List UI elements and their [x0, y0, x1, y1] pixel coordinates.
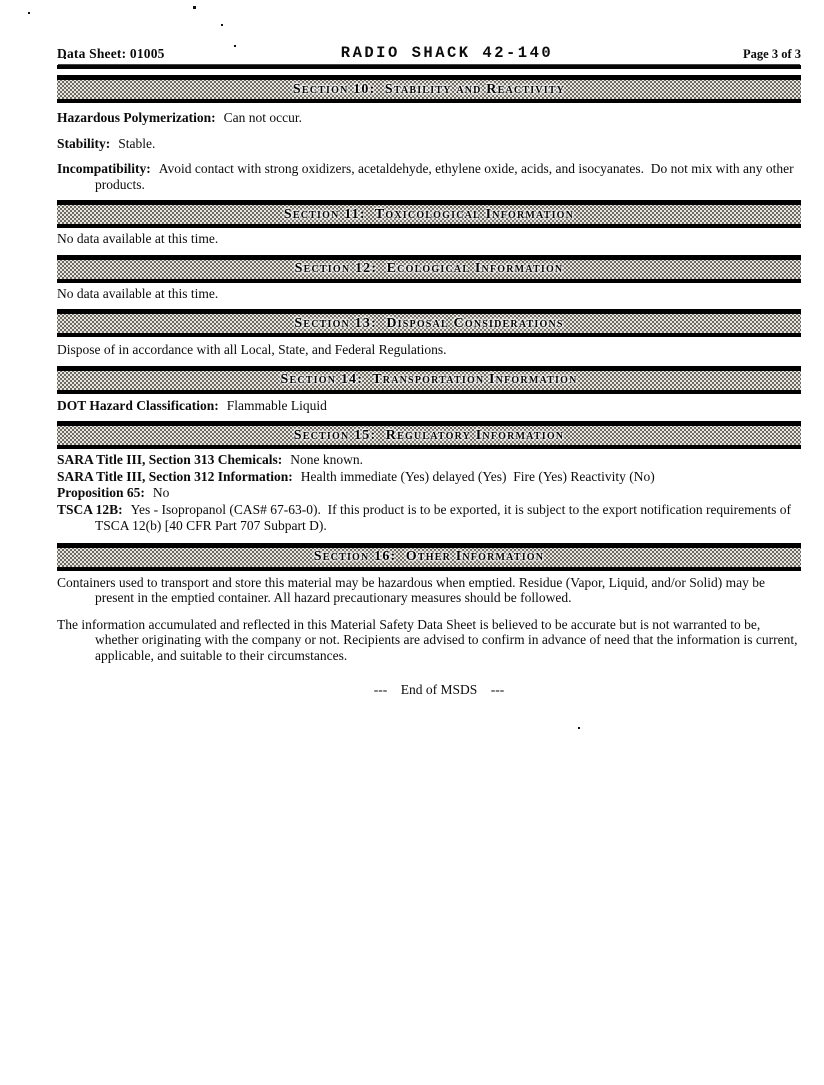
hazardous-polymerization-value: Can not occur.	[223, 110, 302, 125]
section-12-title: Section 12: Ecological Information	[294, 261, 564, 276]
data-sheet-number: Data Sheet: 01005	[57, 46, 165, 61]
section-10-banner	[57, 75, 801, 103]
disposal-body: Dispose of in accordance with all Local, State, and Federal Regulations.	[57, 342, 447, 357]
dot-hazard-label: DOT Hazard Classification:	[57, 397, 219, 413]
dot-hazard-line	[57, 398, 801, 414]
sara-313-value: None known.	[290, 452, 364, 467]
section-11-title: Section 11: Toxicological Information	[283, 206, 575, 222]
prop-65-value: No	[152, 485, 170, 500]
section-16-title: Section 16: Other Information	[313, 549, 545, 564]
scan-speck	[28, 12, 30, 14]
section-14-title: Section 14: Transportation Information	[280, 372, 578, 387]
stability-line	[57, 136, 801, 152]
sara-312-line	[57, 469, 801, 486]
hazardous-polymerization-line	[57, 110, 801, 126]
tsca-label: TSCA 12B:	[57, 501, 123, 517]
section-10-title: Section 10: Stability and Reactivity	[292, 81, 566, 97]
section-11-banner	[57, 200, 801, 228]
tsca-value: Yes - Isopropanol (CAS# 67-63-0). If this product is to be exported, it is subject to the export notification requirements of TSCA 12(b) [40 CFR Part 707 Subpart D).	[95, 501, 795, 533]
incompatibility-value: Avoid contact with strong oxidizers, acetaldehyde, ethylene oxide, acids, and isocyanates. Do not mix with any other products.	[95, 161, 797, 192]
toxicological-body: No data available at this time.	[57, 231, 219, 246]
sara-312-value: Health immediate (Yes) delayed (Yes) Fire (Yes) Reactivity (No)	[300, 468, 655, 484]
stability-label: Stability:	[57, 135, 111, 151]
prop-65-line	[57, 485, 801, 502]
sara-312-label: SARA Title III, Section 312 Information:	[57, 468, 293, 484]
ecological-body: No data available at this time.	[57, 285, 219, 301]
sara-313-line	[57, 452, 801, 469]
section-12-banner	[57, 255, 801, 283]
page-indicator: Page 3 of 3	[743, 47, 801, 61]
sara-313-label: SARA Title III, Section 313 Chemicals:	[57, 452, 283, 467]
prop-65-label: Proposition 65:	[57, 485, 145, 500]
containers-paragraph: Containers used to transport and store this material may be hazardous when emptied. Residue (Vapor, Liquid, and/or Solid) may be present in the emptied container. All hazard precautionary measures should be followed.	[57, 574, 766, 605]
section-15-title: Section 15: Regulatory Information	[293, 427, 565, 443]
page-header	[57, 0, 801, 62]
incompatibility-label: Incompatibility:	[57, 161, 151, 176]
section-13-title: Section 13: Disposal Considerations	[294, 315, 564, 331]
hazardous-polymerization-label: Hazardous Polymerization:	[57, 110, 216, 125]
tsca-line	[57, 502, 801, 535]
end-of-msds: --- End of MSDS ---	[373, 682, 505, 697]
regulatory-block	[57, 452, 801, 535]
section-14-banner	[57, 366, 801, 394]
stability-value: Stable.	[118, 135, 156, 151]
section-13-banner	[57, 309, 801, 337]
header-rule	[57, 65, 801, 69]
scan-speck	[578, 727, 580, 729]
disclaimer-paragraph: The information accumulated and reflected in this Material Safety Data Sheet is believed to be accurate but is not warranted to be, whether originating with the company or not. Recipients are advised to confirm in advance of need that the information is current, applicable, and suitable to their circumstances.	[57, 616, 798, 663]
document-title: RADIO SHACK 42-140	[340, 44, 554, 62]
section-15-banner	[57, 421, 801, 449]
dot-hazard-value: Flammable Liquid	[226, 397, 327, 413]
incompatibility-line	[57, 161, 801, 192]
section-16-banner	[57, 543, 801, 571]
page-content	[57, 0, 801, 698]
